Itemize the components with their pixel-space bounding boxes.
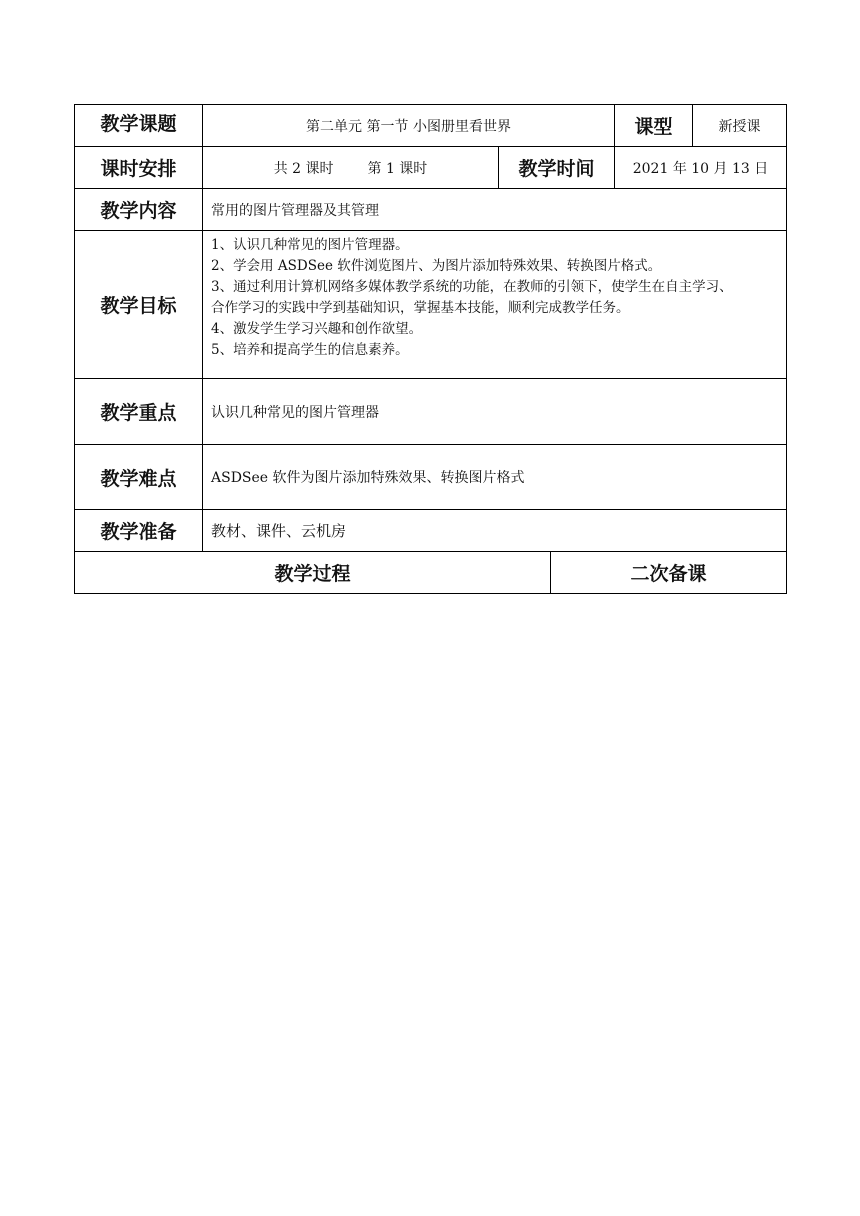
content-label: 教学内容 bbox=[75, 189, 203, 231]
goal-item: 合作学习的实践中学到基础知识，掌握基本技能，顺利完成教学任务。 bbox=[211, 300, 630, 316]
type-label: 课型 bbox=[615, 105, 693, 147]
prep-value: 教材、课件、云机房 bbox=[203, 510, 787, 552]
row-topic bbox=[75, 105, 787, 147]
goal-item: 3、通过利用计算机网络多媒体教学系统的功能，在教师的引领下，使学生在自主学习、 bbox=[211, 279, 733, 295]
prep-label: 教学准备 bbox=[75, 510, 203, 552]
goal-item: 2、学会用 ASDSee 软件浏览图片、为图片添加特殊效果、转换图片格式。 bbox=[211, 258, 662, 274]
topic-value: 第二单元 第一节 小图册里看世界 bbox=[203, 105, 615, 147]
topic-label: 教学课题 bbox=[75, 105, 203, 147]
type-value: 新授课 bbox=[693, 105, 787, 147]
key-value: 认识几种常见的图片管理器 bbox=[203, 379, 787, 445]
lesson-plan-table bbox=[74, 104, 787, 594]
revision-header: 二次备课 bbox=[551, 552, 787, 594]
schedule-label: 课时安排 bbox=[75, 147, 203, 189]
schedule-total: 共 2 课时 bbox=[273, 160, 334, 177]
key-label: 教学重点 bbox=[75, 379, 203, 445]
schedule-current: 第 1 课时 bbox=[367, 160, 428, 177]
goals-label: 教学目标 bbox=[75, 231, 203, 379]
row-process-header bbox=[75, 552, 787, 594]
content-value: 常用的图片管理器及其管理 bbox=[203, 189, 787, 231]
time-value: 2021 年 10 月 13 日 bbox=[615, 147, 787, 189]
difficulty-value: ASDSee 软件为图片添加特殊效果、转换图片格式 bbox=[203, 445, 787, 510]
row-goals bbox=[75, 231, 787, 379]
goal-item: 1、认识几种常见的图片管理器。 bbox=[211, 237, 409, 253]
time-label: 教学时间 bbox=[499, 147, 615, 189]
goal-item: 5、培养和提高学生的信息素养。 bbox=[211, 342, 409, 358]
row-difficulty bbox=[75, 445, 787, 510]
row-key-points bbox=[75, 379, 787, 445]
process-header: 教学过程 bbox=[75, 552, 551, 594]
goal-item: 4、激发学生学习兴趣和创作欲望。 bbox=[211, 321, 423, 337]
row-schedule bbox=[75, 147, 787, 189]
difficulty-label: 教学难点 bbox=[75, 445, 203, 510]
goals-list bbox=[203, 231, 787, 379]
row-preparation bbox=[75, 510, 787, 552]
schedule-value bbox=[203, 147, 499, 189]
row-content bbox=[75, 189, 787, 231]
